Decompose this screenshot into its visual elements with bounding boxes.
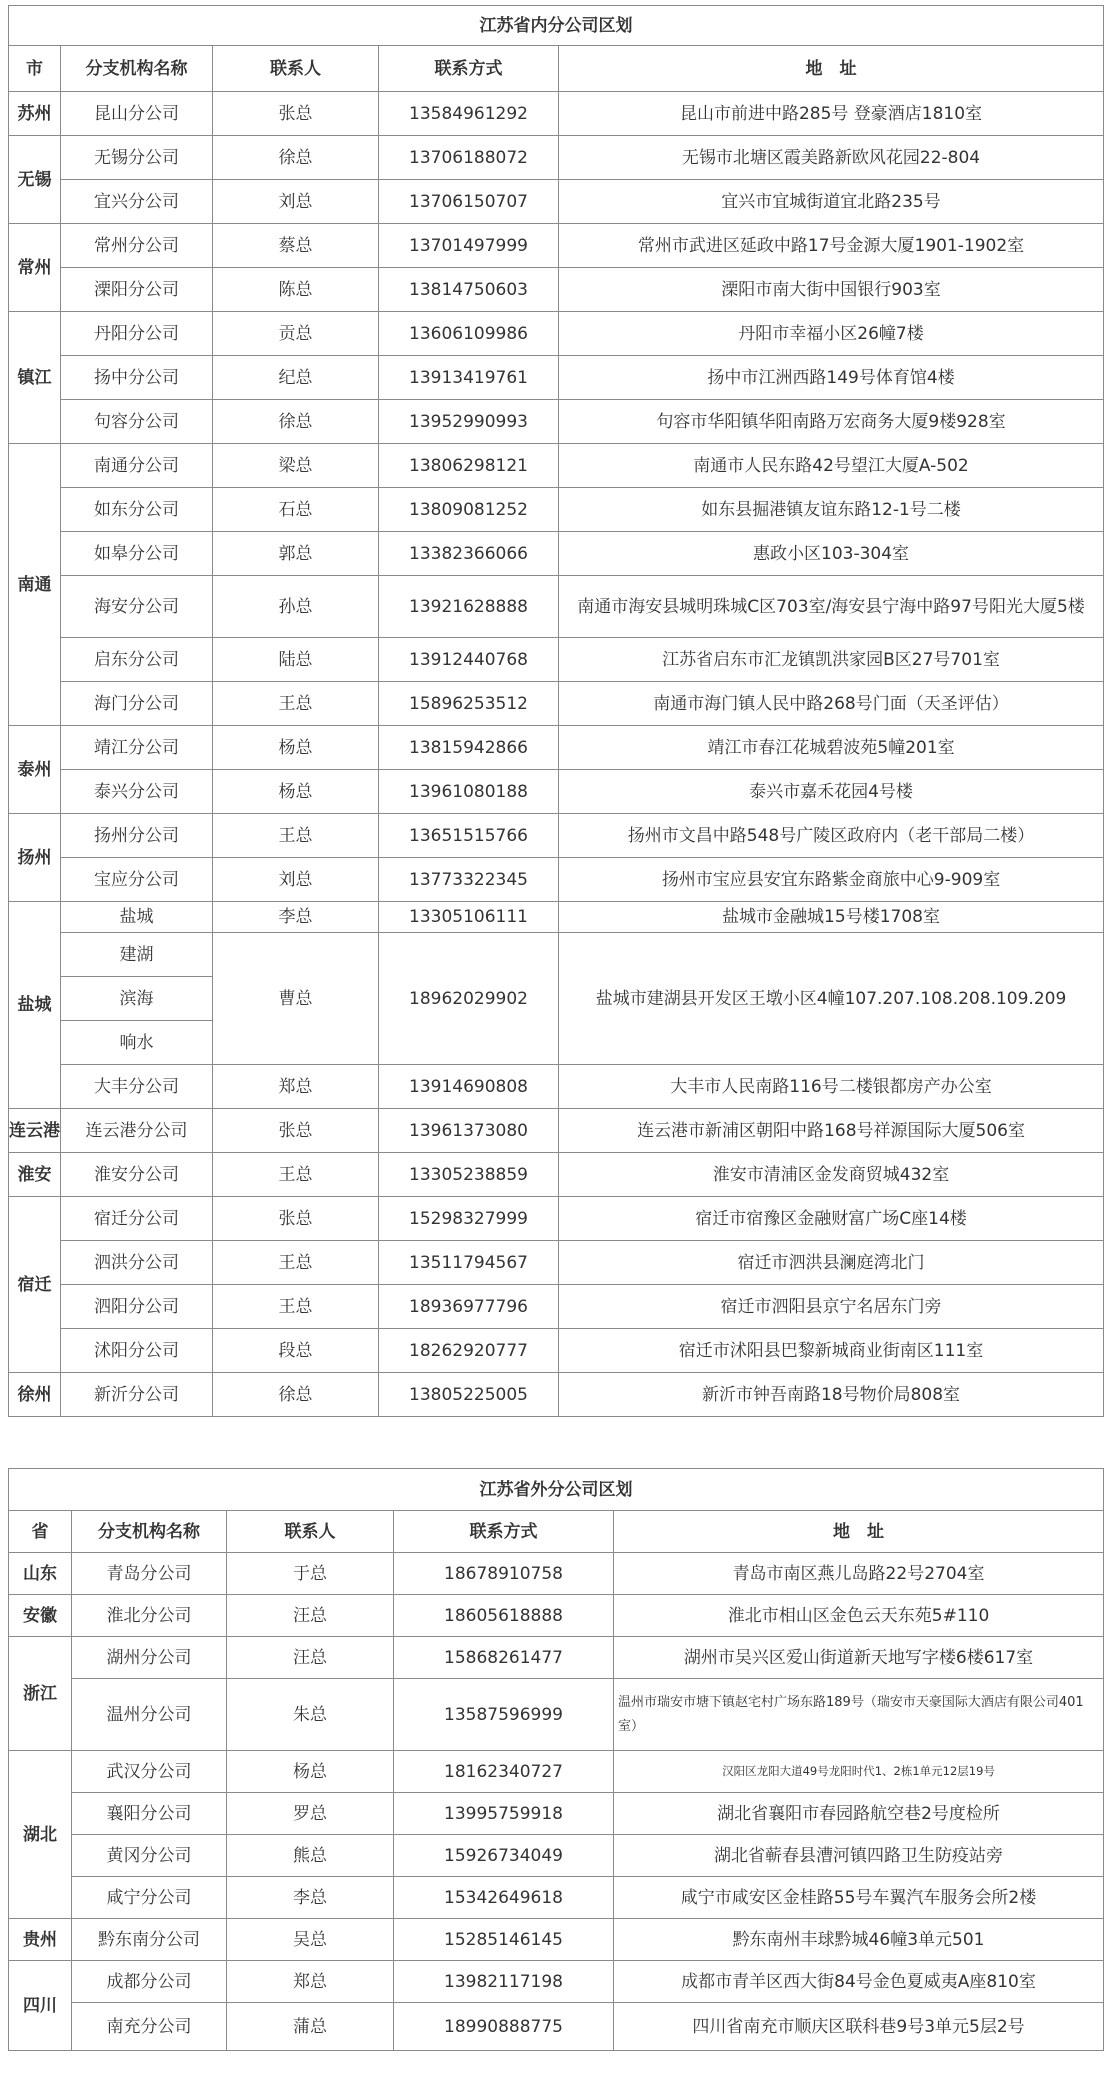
phone-number: 18162340727 <box>394 1751 614 1793</box>
address: 四川省南充市顺庆区联科巷9号3单元5层2号 <box>614 2003 1104 2051</box>
address: 惠政小区103-304室 <box>559 532 1104 576</box>
city-cell: 无锡 <box>9 136 61 224</box>
table-row <box>9 1835 1104 1877</box>
address: 常州市武进区延政中路17号金源大厦1901-1902室 <box>559 224 1104 268</box>
address: 溧阳市南大街中国银行903室 <box>559 268 1104 312</box>
phone-number: 13382366066 <box>379 532 559 576</box>
branch-name: 新沂分公司 <box>61 1373 213 1417</box>
branch-name: 南通分公司 <box>61 444 213 488</box>
contact-person: 熊总 <box>227 1835 394 1877</box>
phone-number: 13961080188 <box>379 770 559 814</box>
col-header-city: 市 <box>9 46 61 92</box>
branch-name: 丹阳分公司 <box>61 312 213 356</box>
branch-name: 黄冈分公司 <box>72 1835 227 1877</box>
address: 成都市青羊区西大街84号金色夏威夷A座810室 <box>614 1961 1104 2003</box>
col-header-address: 地 址 <box>559 46 1104 92</box>
table-row <box>9 268 1104 312</box>
city-cell: 扬州 <box>9 814 61 902</box>
phone-number: 15868261477 <box>394 1637 614 1679</box>
phone-number: 13511794567 <box>379 1241 559 1285</box>
branch-name: 如皋分公司 <box>61 532 213 576</box>
phone-number: 13912440768 <box>379 638 559 682</box>
branch-name: 滨海 <box>61 977 213 1021</box>
table-row <box>9 180 1104 224</box>
branch-name: 无锡分公司 <box>61 136 213 180</box>
phone-number: 13952990993 <box>379 400 559 444</box>
contact-person: 郑总 <box>227 1961 394 2003</box>
address: 盐城市金融城15号楼1708室 <box>559 902 1104 933</box>
contact-person: 王总 <box>213 1285 379 1329</box>
branch-name: 淮北分公司 <box>72 1595 227 1637</box>
table-row <box>9 1553 1104 1595</box>
branch-name: 青岛分公司 <box>72 1553 227 1595</box>
phone-number: 15342649618 <box>394 1877 614 1919</box>
table-row <box>9 1197 1104 1241</box>
table-row <box>9 136 1104 180</box>
contact-person: 石总 <box>213 488 379 532</box>
contact-person: 蔡总 <box>213 224 379 268</box>
table-row <box>9 814 1104 858</box>
table-row <box>9 1679 1104 1751</box>
city-cell: 苏州 <box>9 92 61 136</box>
city-cell: 盐城 <box>9 902 61 1109</box>
city-cell: 常州 <box>9 224 61 312</box>
phone-number: 13995759918 <box>394 1793 614 1835</box>
table-row <box>9 638 1104 682</box>
table-title: 江苏省外分公司区划 <box>9 1469 1104 1511</box>
address: 昆山市前进中路285号 登豪酒店1810室 <box>559 92 1104 136</box>
address: 连云港市新浦区朝阳中路168号祥源国际大厦506室 <box>559 1109 1104 1153</box>
phone-number: 18936977796 <box>379 1285 559 1329</box>
phone-number: 13982117198 <box>394 1961 614 2003</box>
branch-name: 大丰分公司 <box>61 1065 213 1109</box>
branch-name: 宝应分公司 <box>61 858 213 902</box>
address: 宿迁市泗洪县澜庭湾北门 <box>559 1241 1104 1285</box>
contact-person: 李总 <box>227 1877 394 1919</box>
contact-person: 汪总 <box>227 1637 394 1679</box>
branch-name: 淮安分公司 <box>61 1153 213 1197</box>
contact-person: 于总 <box>227 1553 394 1595</box>
contact-person: 梁总 <box>213 444 379 488</box>
branch-name: 宿迁分公司 <box>61 1197 213 1241</box>
contact-person: 汪总 <box>227 1595 394 1637</box>
table-row <box>9 770 1104 814</box>
col-header-phone: 联系方式 <box>394 1511 614 1553</box>
phone-number: 13706188072 <box>379 136 559 180</box>
branch-name: 宜兴分公司 <box>61 180 213 224</box>
col-header-branch: 分支机构名称 <box>61 46 213 92</box>
phone-number: 13651515766 <box>379 814 559 858</box>
phone-number: 13305106111 <box>379 902 559 933</box>
branch-name: 启东分公司 <box>61 638 213 682</box>
branch-name: 溧阳分公司 <box>61 268 213 312</box>
contact-person: 刘总 <box>213 180 379 224</box>
contact-person: 徐总 <box>213 136 379 180</box>
contact-person: 孙总 <box>213 576 379 638</box>
branch-name: 黔东南分公司 <box>72 1919 227 1961</box>
province-cell: 贵州 <box>9 1919 72 1961</box>
contact-person: 纪总 <box>213 356 379 400</box>
branch-name: 泗阳分公司 <box>61 1285 213 1329</box>
table-row <box>9 312 1104 356</box>
table-row <box>9 1595 1104 1637</box>
province-cell: 湖北 <box>9 1751 72 1919</box>
table-row <box>9 858 1104 902</box>
branch-name: 连云港分公司 <box>61 1109 213 1153</box>
contact-person: 段总 <box>213 1329 379 1373</box>
table-row <box>9 2003 1104 2051</box>
contact-person: 杨总 <box>227 1751 394 1793</box>
col-header-province: 省 <box>9 1511 72 1553</box>
phone-number: 13701497999 <box>379 224 559 268</box>
phone-number: 18678910758 <box>394 1553 614 1595</box>
table-row <box>9 488 1104 532</box>
address: 湖北省襄阳市春园路航空巷2号度检所 <box>614 1793 1104 1835</box>
branch-name: 句容分公司 <box>61 400 213 444</box>
phone-number: 13921628888 <box>379 576 559 638</box>
phone-number: 13305238859 <box>379 1153 559 1197</box>
phone-number: 18962029902 <box>379 933 559 1065</box>
address: 汉阳区龙阳大道49号龙阳时代1、2栋1单元12层19号 <box>614 1751 1104 1793</box>
phone-number: 13587596999 <box>394 1679 614 1751</box>
contact-person: 徐总 <box>213 1373 379 1417</box>
address: 盐城市建湖县开发区王墩小区4幢107.207.108.208.109.209 <box>559 933 1104 1065</box>
branch-name: 泗洪分公司 <box>61 1241 213 1285</box>
address: 扬中市江洲西路149号体育馆4楼 <box>559 356 1104 400</box>
address: 温州市瑞安市塘下镇赵宅村广场东路189号（瑞安市天豪国际大酒店有限公司401室） <box>614 1679 1104 1751</box>
phone-number: 15896253512 <box>379 682 559 726</box>
contact-person: 徐总 <box>213 400 379 444</box>
phone-number: 13913419761 <box>379 356 559 400</box>
contact-person: 张总 <box>213 92 379 136</box>
phone-number: 13809081252 <box>379 488 559 532</box>
table-row <box>9 532 1104 576</box>
address: 湖州市吴兴区爱山街道新天地写字楼6楼617室 <box>614 1637 1104 1679</box>
province-cell: 四川 <box>9 1961 72 2051</box>
table-row <box>9 1153 1104 1197</box>
table-row <box>9 92 1104 136</box>
address: 丹阳市幸福小区26幢7楼 <box>559 312 1104 356</box>
city-cell: 泰州 <box>9 726 61 814</box>
city-cell: 南通 <box>9 444 61 726</box>
table-row <box>9 1751 1104 1793</box>
phone-number: 13805225005 <box>379 1373 559 1417</box>
contact-person: 张总 <box>213 1197 379 1241</box>
phone-number: 13606109986 <box>379 312 559 356</box>
contact-person: 郭总 <box>213 532 379 576</box>
phone-number: 15926734049 <box>394 1835 614 1877</box>
outer-branches-table <box>8 1468 1104 2051</box>
address: 湖北省蕲春县漕河镇四路卫生防疫站旁 <box>614 1835 1104 1877</box>
address: 靖江市春江花城碧波苑5幢201室 <box>559 726 1104 770</box>
branch-name: 襄阳分公司 <box>72 1793 227 1835</box>
table-row <box>9 726 1104 770</box>
contact-person: 郑总 <box>213 1065 379 1109</box>
contact-person: 陈总 <box>213 268 379 312</box>
address: 江苏省启东市汇龙镇凯洪家园B区27号701室 <box>559 638 1104 682</box>
phone-number: 18262920777 <box>379 1329 559 1373</box>
branch-name: 建湖 <box>61 933 213 977</box>
contact-person: 罗总 <box>227 1793 394 1835</box>
table-row <box>9 1373 1104 1417</box>
table-row <box>9 1637 1104 1679</box>
phone-number: 13815942866 <box>379 726 559 770</box>
address: 黔东南州丰球黔城46幢3单元501 <box>614 1919 1104 1961</box>
branch-name: 扬州分公司 <box>61 814 213 858</box>
address: 宿迁市宿豫区金融财富广场C座14楼 <box>559 1197 1104 1241</box>
contact-person: 张总 <box>213 1109 379 1153</box>
city-cell: 连云港 <box>9 1109 61 1153</box>
contact-person: 贡总 <box>213 312 379 356</box>
table-row <box>9 682 1104 726</box>
table-row <box>9 1065 1104 1109</box>
col-header-address: 地 址 <box>614 1511 1104 1553</box>
branch-name: 武汉分公司 <box>72 1751 227 1793</box>
address: 南通市海门镇人民中路268号门面（天圣评估） <box>559 682 1104 726</box>
address: 如东县掘港镇友谊东路12-1号二楼 <box>559 488 1104 532</box>
table-row <box>9 1285 1104 1329</box>
branch-name: 南充分公司 <box>72 2003 227 2051</box>
branch-name: 响水 <box>61 1021 213 1065</box>
contact-person: 王总 <box>213 1153 379 1197</box>
phone-number: 18605618888 <box>394 1595 614 1637</box>
col-header-branch: 分支机构名称 <box>72 1511 227 1553</box>
address: 青岛市南区燕儿岛路22号2704室 <box>614 1553 1104 1595</box>
table-row <box>9 1877 1104 1919</box>
contact-person: 王总 <box>213 1241 379 1285</box>
col-header-contact: 联系人 <box>213 46 379 92</box>
address: 大丰市人民南路116号二楼银都房产办公室 <box>559 1065 1104 1109</box>
table-row <box>9 933 1104 977</box>
contact-person: 曹总 <box>213 933 379 1065</box>
city-cell: 宿迁 <box>9 1197 61 1373</box>
table-row <box>9 1241 1104 1285</box>
branch-name: 成都分公司 <box>72 1961 227 2003</box>
branch-name: 海安分公司 <box>61 576 213 638</box>
address: 泰兴市嘉禾花园4号楼 <box>559 770 1104 814</box>
branch-name: 常州分公司 <box>61 224 213 268</box>
branch-name: 靖江分公司 <box>61 726 213 770</box>
address: 无锡市北塘区霞美路新欧风花园22-804 <box>559 136 1104 180</box>
address: 宿迁市沭阳县巴黎新城商业街南区111室 <box>559 1329 1104 1373</box>
contact-person: 陆总 <box>213 638 379 682</box>
contact-person: 杨总 <box>213 726 379 770</box>
address: 南通市人民东路42号望江大厦A-502 <box>559 444 1104 488</box>
province-cell: 山东 <box>9 1553 72 1595</box>
table-row <box>9 576 1104 638</box>
branch-name: 湖州分公司 <box>72 1637 227 1679</box>
address: 淮北市相山区金色云天东苑5#110 <box>614 1595 1104 1637</box>
contact-person: 刘总 <box>213 858 379 902</box>
table-row <box>9 400 1104 444</box>
branch-name: 咸宁分公司 <box>72 1877 227 1919</box>
branch-name: 昆山分公司 <box>61 92 213 136</box>
table-row <box>9 902 1104 933</box>
table-row <box>9 1919 1104 1961</box>
phone-number: 13914690808 <box>379 1065 559 1109</box>
phone-number: 13814750603 <box>379 268 559 312</box>
table-row <box>9 224 1104 268</box>
address: 句容市华阳镇华阳南路万宏商务大厦9楼928室 <box>559 400 1104 444</box>
branch-name: 如东分公司 <box>61 488 213 532</box>
branch-name: 泰兴分公司 <box>61 770 213 814</box>
province-cell: 浙江 <box>9 1637 72 1751</box>
col-header-phone: 联系方式 <box>379 46 559 92</box>
branch-name: 沭阳分公司 <box>61 1329 213 1373</box>
contact-person: 蒲总 <box>227 2003 394 2051</box>
contact-person: 杨总 <box>213 770 379 814</box>
phone-number: 13806298121 <box>379 444 559 488</box>
phone-number: 15298327999 <box>379 1197 559 1241</box>
branch-name: 海门分公司 <box>61 682 213 726</box>
phone-number: 13961373080 <box>379 1109 559 1153</box>
province-cell: 安徽 <box>9 1595 72 1637</box>
branch-name: 扬中分公司 <box>61 356 213 400</box>
contact-person: 朱总 <box>227 1679 394 1751</box>
city-cell: 镇江 <box>9 312 61 444</box>
branch-name: 盐城 <box>61 902 213 933</box>
address: 宿迁市泗阳县京宁名居东门旁 <box>559 1285 1104 1329</box>
address: 扬州市文昌中路548号广陵区政府内（老干部局二楼） <box>559 814 1104 858</box>
phone-number: 13773322345 <box>379 858 559 902</box>
contact-person: 王总 <box>213 814 379 858</box>
col-header-contact: 联系人 <box>227 1511 394 1553</box>
table-title: 江苏省内分公司区划 <box>9 6 1104 46</box>
contact-person: 李总 <box>213 902 379 933</box>
phone-number: 13584961292 <box>379 92 559 136</box>
city-cell: 徐州 <box>9 1373 61 1417</box>
contact-person: 王总 <box>213 682 379 726</box>
phone-number: 18990888775 <box>394 2003 614 2051</box>
table-row <box>9 1109 1104 1153</box>
phone-number: 15285146145 <box>394 1919 614 1961</box>
address: 扬州市宝应县安宜东路紫金商旅中心9-909室 <box>559 858 1104 902</box>
table-row <box>9 1793 1104 1835</box>
address: 南通市海安县城明珠城C区703室/海安县宁海中路97号阳光大厦5楼 <box>559 576 1104 638</box>
address: 新沂市钟吾南路18号物价局808室 <box>559 1373 1104 1417</box>
address: 咸宁市咸安区金桂路55号车翼汽车服务会所2楼 <box>614 1877 1104 1919</box>
table-row <box>9 1329 1104 1373</box>
table-row <box>9 356 1104 400</box>
phone-number: 13706150707 <box>379 180 559 224</box>
branch-name: 温州分公司 <box>72 1679 227 1751</box>
contact-person: 吴总 <box>227 1919 394 1961</box>
inner-branches-table <box>8 5 1104 1417</box>
table-row <box>9 1961 1104 2003</box>
address: 宜兴市宜城街道宜北路235号 <box>559 180 1104 224</box>
address: 淮安市清浦区金发商贸城432室 <box>559 1153 1104 1197</box>
city-cell: 淮安 <box>9 1153 61 1197</box>
table-row <box>9 444 1104 488</box>
